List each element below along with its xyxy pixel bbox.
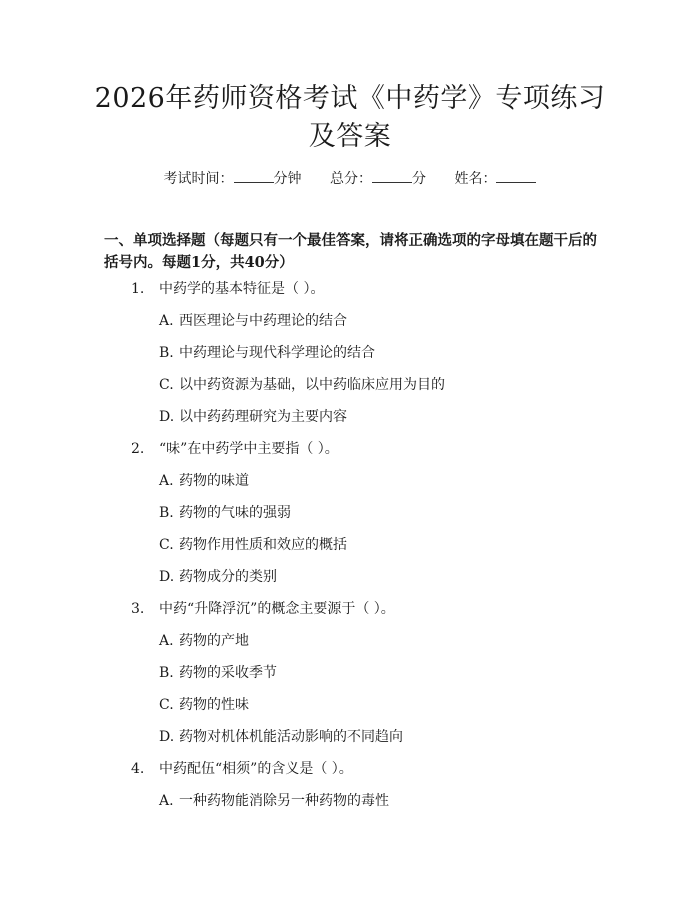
exam-time-unit: 分钟 (273, 171, 302, 187)
option-letter: D. (159, 409, 175, 425)
option-2d (159, 568, 277, 586)
option-letter: A. (159, 633, 174, 649)
question-number: 3. (131, 601, 145, 617)
option-text: 一种药物能消除另一种药物的毒性 (179, 793, 389, 809)
option-text: 药物的气味的强弱 (179, 505, 291, 521)
question-text: 中药配伍“相须”的含义是（ ）。 (159, 761, 353, 777)
option-text: 药物的性味 (179, 697, 249, 713)
option-text: 中药理论与现代科学理论的结合 (179, 345, 375, 361)
option-1c (159, 376, 445, 394)
option-text: 药物的采收季节 (179, 665, 277, 681)
option-text: 药物的产地 (179, 633, 249, 649)
option-letter: B. (159, 345, 174, 361)
total-score-field (330, 169, 426, 188)
option-letter: A. (159, 313, 174, 329)
exam-info-line (0, 169, 700, 188)
question-3 (131, 600, 395, 618)
total-score-unit: 分 (412, 171, 426, 187)
document-title: 2026年药师资格考试《中药学》专项练习及答案 (94, 83, 606, 152)
question-4 (131, 760, 353, 778)
option-2c (159, 536, 347, 554)
question-1 (131, 280, 324, 298)
option-1a (159, 312, 347, 330)
question-number: 2. (131, 441, 145, 457)
option-3a (159, 632, 249, 650)
option-letter: D. (159, 569, 175, 585)
option-4a (159, 792, 389, 810)
option-letter: C. (159, 377, 174, 393)
question-2 (131, 440, 339, 458)
option-letter: C. (159, 537, 174, 553)
option-text: 药物成分的类别 (179, 569, 277, 585)
name-field (454, 169, 536, 188)
question-text: 中药“升降浮沉”的概念主要源于（ ）。 (159, 601, 395, 617)
option-letter: A. (159, 473, 174, 489)
question-number: 1. (131, 281, 145, 297)
name-blank (496, 169, 536, 183)
option-text: 以中药资源为基础，以中药临床应用为目的 (179, 377, 445, 393)
option-text: 西医理论与中药理论的结合 (179, 313, 347, 329)
option-text: 药物对机体机能活动影响的不同趋向 (179, 729, 403, 745)
option-letter: C. (159, 697, 174, 713)
option-3d (159, 728, 403, 746)
question-text: 中药学的基本特征是（ ）。 (159, 281, 325, 297)
exam-time-blank (234, 169, 274, 183)
option-1d (159, 408, 347, 426)
total-score-blank (372, 169, 412, 183)
option-letter: D. (159, 729, 175, 745)
section-heading: 一、单项选择题（每题只有一个最佳答案，请将正确选项的字母填在题干后的括号内。每题1分，共40分） (104, 232, 597, 271)
option-3c (159, 696, 249, 714)
option-letter: B. (159, 505, 174, 521)
name-label: 姓名： (454, 171, 497, 187)
exam-time-field (164, 169, 302, 188)
question-text: “味”在中药学中主要指（ ）。 (159, 441, 339, 457)
option-text: 药物的味道 (179, 473, 249, 489)
option-3b (159, 664, 277, 682)
option-2b (159, 504, 291, 522)
option-text: 药物作用性质和效应的概括 (179, 537, 347, 553)
option-letter: A. (159, 793, 174, 809)
total-score-label: 总分： (330, 171, 372, 187)
option-2a (159, 472, 249, 490)
option-1b (159, 344, 375, 362)
option-text: 以中药药理研究为主要内容 (179, 409, 347, 425)
question-number: 4. (131, 761, 145, 777)
exam-time-label: 考试时间： (163, 171, 234, 187)
option-letter: B. (159, 665, 174, 681)
